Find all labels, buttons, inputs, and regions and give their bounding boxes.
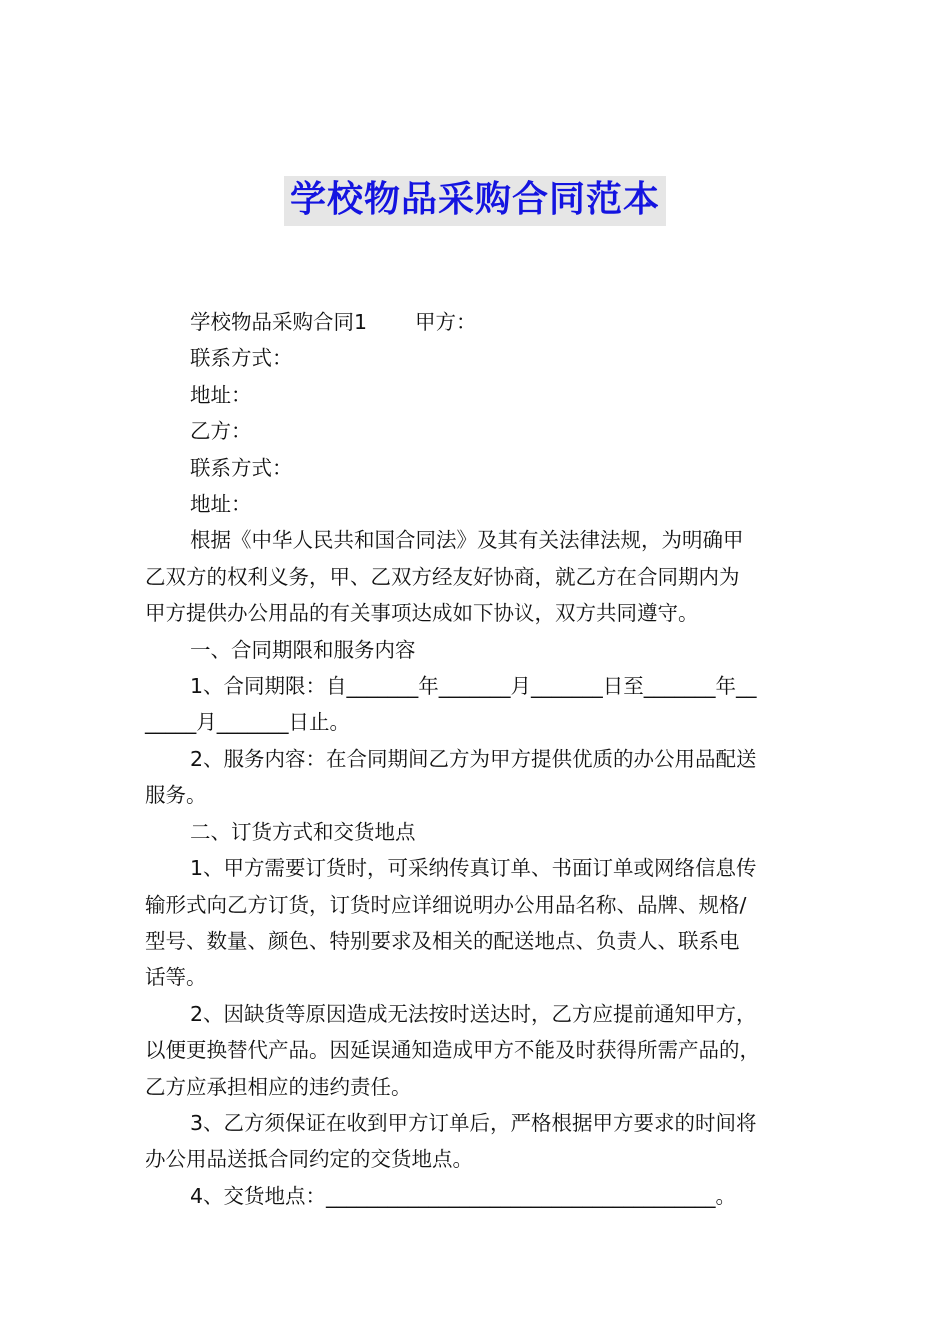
title-container xyxy=(0,176,950,226)
clause-1-1-line-2: _____月_______日止。 xyxy=(145,710,350,735)
preamble-line-2: 乙双方的权利义务，甲、乙双方经友好协商，就乙方在合同期内为 xyxy=(145,564,740,589)
clause-2-2-line-1: 2、因缺货等原因造成无法按时送达时，乙方应提前通知甲方， xyxy=(190,1001,757,1026)
clause-1-1-line-1: 1、合同期限：自_______年_______月_______日至_______年__ xyxy=(190,674,757,699)
clause-2-1-line-4: 话等。 xyxy=(145,965,207,990)
party-b-address: 地址： xyxy=(190,492,252,517)
party-a-address: 地址： xyxy=(190,382,252,407)
party-a-label: 甲方： xyxy=(415,310,477,334)
document-body xyxy=(145,304,835,1214)
clause-1-2-line-2: 服务。 xyxy=(145,783,207,808)
party-a-contact: 联系方式： xyxy=(190,346,293,371)
preamble-line-3: 甲方提供办公用品的有关事项达成如下协议，双方共同遵守。 xyxy=(145,601,699,626)
party-b-label: 乙方： xyxy=(190,419,252,444)
clause-2-1-line-1: 1、甲方需要订货时，可采纳传真订单、书面订单或网络信息传 xyxy=(190,856,757,881)
party-b-contact: 联系方式： xyxy=(190,455,293,480)
clause-2-3-line-1: 3、乙方须保证在收到甲方订单后，严格根据甲方要求的时间将 xyxy=(190,1110,757,1135)
document-title: 学校物品采购合同范本 xyxy=(284,176,666,226)
clause-1-2-line-1: 2、服务内容：在合同期间乙方为甲方提供优质的办公用品配送 xyxy=(190,746,757,771)
preamble-line-1: 根据《中华人民共和国合同法》及其有关法律法规，为明确甲 xyxy=(190,528,744,553)
section-2-heading: 二、订货方式和交货地点 xyxy=(190,819,416,844)
section-1-heading: 一、合同期限和服务内容 xyxy=(190,637,416,662)
clause-2-1-line-3: 型号、数量、颜色、特别要求及相关的配送地点、负责人、联系电 xyxy=(145,928,740,953)
contract-number-label: 学校物品采购合同1 xyxy=(190,310,368,334)
contract-heading-line xyxy=(145,304,835,340)
clause-2-1-line-2: 输形式向乙方订货，订货时应详细说明办公用品名称、品牌、规格/ xyxy=(145,892,747,917)
clause-2-2-line-3: 乙方应承担相应的违约责任。 xyxy=(145,1074,412,1099)
clause-2-4-delivery-location: 4、交货地点：______________________________________。 xyxy=(190,1183,737,1208)
clause-2-3-line-2: 办公用品送抵合同约定的交货地点。 xyxy=(145,1147,473,1172)
clause-2-2-line-2: 以便更换替代产品。因延误通知造成甲方不能及时获得所需产品的， xyxy=(145,1038,760,1063)
